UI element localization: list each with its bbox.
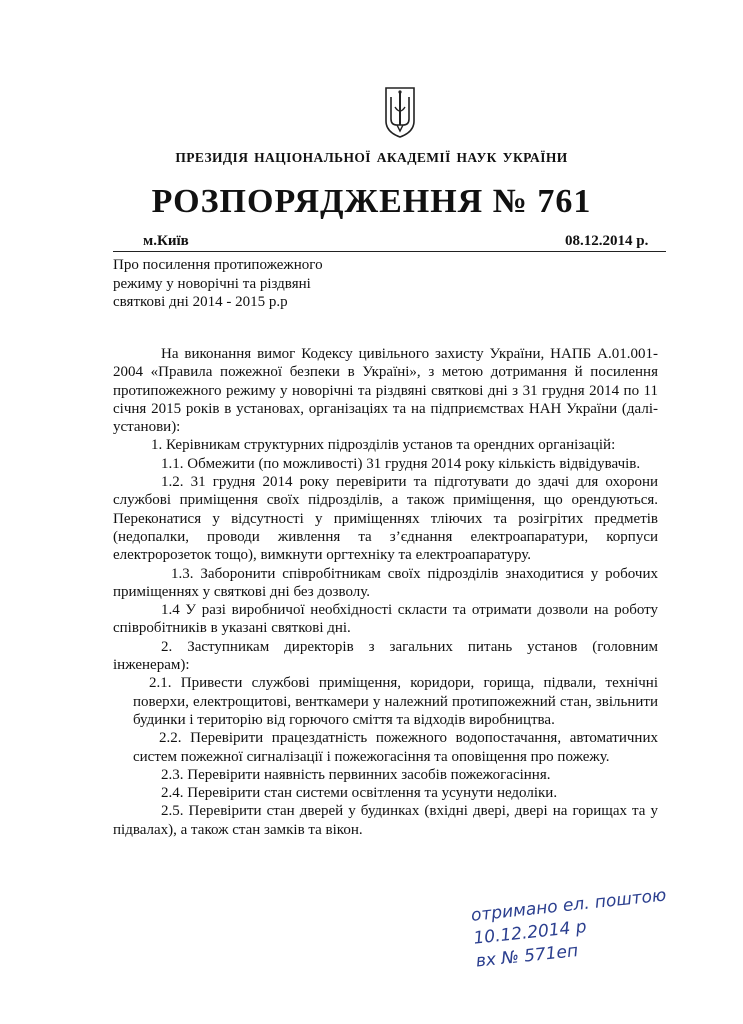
clause-1-1: 1.1. Обмежити (по можливості) 31 грудня 2014 року кількість відвідувачів. <box>161 455 641 472</box>
clause-1: 1. Керівникам структурних підрозділів установ та орендних організацій: <box>151 437 616 454</box>
document-title: РОЗПОРЯДЖЕННЯ № 761 <box>151 183 592 220</box>
clause-2-4: 2.4. Перевірити стан системи освітлення та усунути недоліки. <box>161 785 558 802</box>
subject-line: Про посилення протипожежного <box>113 257 323 273</box>
document-date: 08.12.2014 р. <box>565 233 649 249</box>
handwritten-receipt-note <box>470 878 736 974</box>
note-line: вх № 571еп <box>474 941 580 972</box>
intro-paragraph: На виконання вимог Кодексу цивільного захисту України, НАПБ А.01.001-2004 «Правила пожежної безпеки в Україні», з метою дотримання й посилення протипожежного режиму у новорічні та різдвяні святкові дні з 31 грудня 2014 по 11 січня 2015 років в установах, організаціях та на підприємствах НАН України (далі-установи): <box>113 346 658 436</box>
document-body <box>113 345 658 839</box>
subject-line: режиму у новорічні та різдвяні <box>113 275 311 292</box>
clause-2-5: 2.5. Перевірити стан дверей у будинках (вхідні двері, двері на горищах та у підвалах), а також стан замків та вікон. <box>113 803 658 838</box>
clause-1-3: 1.3. Заборонити співробітникам своїх підрозділів знаходитися у робочих приміщеннях у святкові дні без дозволу. <box>113 565 658 600</box>
clause-2-3: 2.3. Перевірити наявність первинних засобів пожежогасіння. <box>161 766 551 783</box>
organization-name: ПРЕЗИДІЯ НАЦІОНАЛЬНОЇ АКАДЕМІЇ НАУК УКРАЇНИ <box>175 150 568 165</box>
document-city: м.Київ <box>143 233 189 249</box>
clause-1-4: 1.4 У разі виробничої необхідності скласти та отримати дозволи на роботу співробітників в указані святкові дні. <box>113 602 658 637</box>
coat-of-arms-icon <box>383 85 417 139</box>
clause-1-2: 1.2. 31 грудня 2014 року перевірити та підготувати до здачі для охорони службові приміщення своїх підрозділів, а також приміщення, що орендуються. Переконатися у відсутності у приміщеннях тліючих та розігрітих предметів (недопалки, проводи живлення та з’єднання електроапаратури, корпуси електророзеток тощо), вимкнути оргтехніку та електроапаратуру. <box>113 474 658 564</box>
header-divider <box>113 251 666 252</box>
document-subject <box>113 256 323 312</box>
subject-line: святкові дні 2014 - 2015 р.р <box>113 294 288 310</box>
note-line: отримано ел. поштою <box>470 885 668 926</box>
clause-2: 2. Заступникам директорів з загальних питань установ (головним інженерам): <box>113 638 658 674</box>
note-line: 10.12.2014 р <box>472 917 588 949</box>
clause-2-2: 2.2. Перевірити працездатність пожежного водопостачання, автоматичних систем пожежної сигналізації і пожежогасіння та оповіщення про пожежу. <box>133 730 658 765</box>
clause-2-1: 2.1. Привести службові приміщення, коридори, горища, підвали, технічні поверхи, електрощитові, венткамери у належний протипожежний стан, звільнити будинки і територію від горючого сміття та відходів виробництва. <box>133 675 658 728</box>
